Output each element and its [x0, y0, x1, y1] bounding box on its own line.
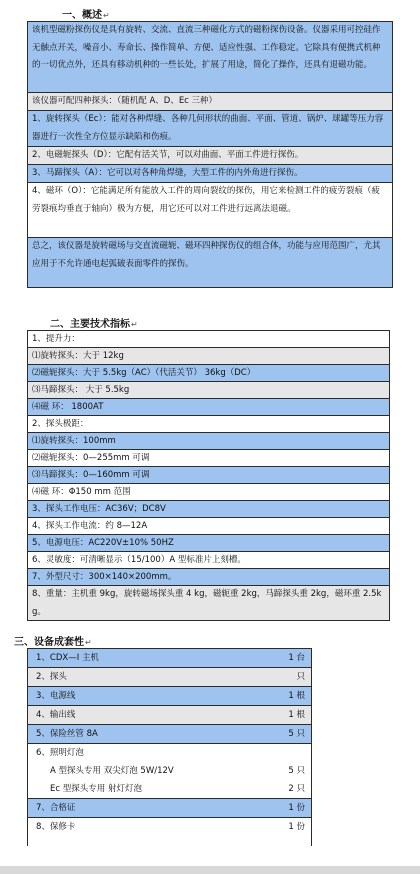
spec-row: 5、电源电压：AC220V±10% 50HZ — [27, 534, 390, 552]
equipment-row: 1、CDX—I 主机 1 台 — [27, 649, 312, 667]
section3-title: 三、设备成套性↵ — [14, 637, 92, 648]
spec-row: ⑶马蹄探头：0—160mm 可调 — [27, 466, 390, 484]
spec-row: 1、提升力： — [27, 330, 390, 348]
magnetic-ring-desc: 4、磁环（O）：它能满足所有能放入工件的周向裂纹的探伤，用它来检测工件的疲劳裂痕（疲劳裂痕均垂直于轴向）极为方便，用它还可以对工件进行远离法退磁。 — [27, 182, 393, 238]
horseshoe-probe-desc: 3、马蹄探头（A）：它可以对各种角焊缝，大型工件的内外角进行探伤。 — [27, 164, 393, 183]
spec-row: 3、探头工作电压：AC36V；DC8V — [27, 500, 390, 518]
spec-row: ⑴旋转探头：100mm — [27, 432, 390, 450]
section2-title: 二、主要技术指标↵ — [50, 319, 138, 330]
overview-paragraph: 该机型磁粉探伤仪是具有旋转、交流、直流三种磁化方式的磁粉探伤设备。仪器采用可控硅作无触点开关，噪音小、寿命长、操作简单、方便、适应性强、工作稳定。它除具有便携式机种的一切优点外，还具有移动机种的一些长处，扩展了用途，简化了操作，还具有退磁功能。 — [27, 21, 393, 93]
spec-row: 8、重量：主机重 9kg，旋转磁场探头重 4 kg，磁轭重 2kg，马蹄探头重 2kg，磁环重 2.5kg。 — [27, 585, 390, 621]
equipment-row: 5、保险丝管 8A 5 只 — [27, 725, 312, 743]
rotating-probe-desc: 1、旋转探头（Ec）：能对各种焊缝、各种几何形状的曲面、平面、管道、锅炉、球罐等压力容器进行一次性全方位显示缺陷和伤痕。 — [27, 110, 393, 147]
spec-row: ⑷磁 环：Φ150 mm 范围 — [27, 483, 390, 501]
spec-row: 2、探头极距： — [27, 415, 390, 433]
spec-row: ⑶马蹄探头： 大于 5.5kg — [27, 381, 390, 399]
bottom-bar — [0, 866, 420, 874]
summary-paragraph: 总之，该仪器是旋转磁场与交直流磁轭、磁环四种探伤仪的组合体，功能与应用范围广，尤其应用于不允许通电起弧破表面零件的探伤。 — [27, 237, 393, 288]
equipment-row: 2、探头 只 — [27, 668, 312, 686]
spec-row: 7、外型尺寸：300×140×200mm。 — [27, 568, 390, 586]
equipment-row: 4、输出线 1 根 — [27, 706, 312, 724]
spec-row: 6、灵敏度：可清晰显示（15/100）A 型标准片上刻槽。 — [27, 551, 390, 569]
section1-title: 一、概述↵ — [62, 10, 110, 21]
equipment-row: 7、合格证 1 份 — [27, 799, 312, 817]
spec-row: 4、探头工作电流：约 8—12A — [27, 517, 390, 535]
equipment-row: 3、电源线 1 根 — [27, 687, 312, 705]
probe-types-line: 该仪器可配四种探头：（随机配 A、D、Ec 三种） — [27, 92, 393, 111]
equipment-row-lamps: 6、照明灯泡 A 型探头专用 双尖灯泡 5W/12V 5 只 Ec 型探头专用 射灯灯泡 2 只 — [27, 744, 312, 798]
spec-row: ⑵磁轭探头：0—255mm 可调 — [27, 449, 390, 467]
equipment-row: 8、保修卡 1 份 — [27, 818, 312, 846]
spec-row: ⑴旋转探头：大于 12kg — [27, 347, 390, 365]
yoke-probe-desc: 2、电磁轭探头（D）：它配有活关节，可以对曲面、平面工件进行探伤。 — [27, 146, 393, 165]
spec-row: ⑷磁 环： 1800AT — [27, 398, 390, 416]
spec-row: ⑵磁轭探头：大于 5.5kg（AC）（代活关节） 36kg（DC） — [27, 364, 390, 382]
